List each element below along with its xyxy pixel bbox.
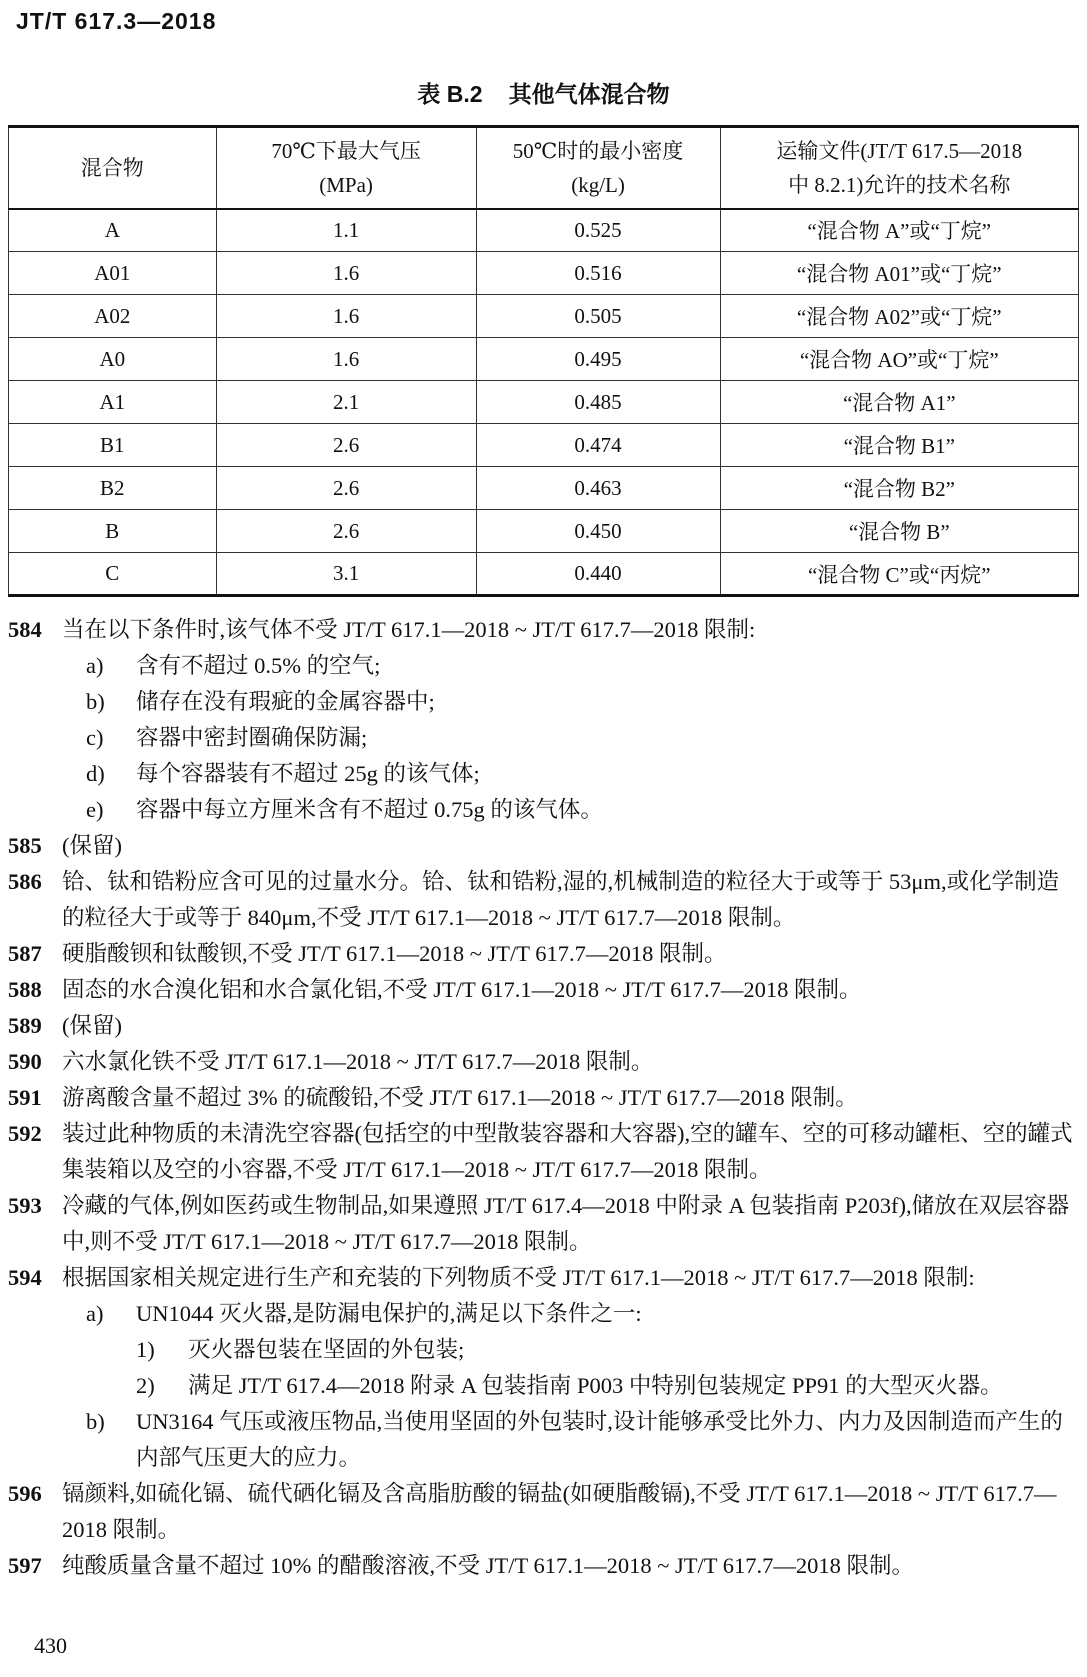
cell-mixture: A0 (9, 338, 217, 381)
item-number: 590 (8, 1049, 42, 1074)
paragraph-item-591 (0, 1080, 1081, 1116)
cell-mixture: C (9, 553, 217, 596)
cell-density: 0.450 (476, 510, 720, 553)
cell-pressure: 3.1 (216, 553, 476, 596)
item-text: 镉颜料,如硫化镉、硫代硒化镉及含高脂肪酸的镉盐(如硬脂酸镉),不受 JT/T 617.1—2018 ~ JT/T 617.7—2018 限制。 (62, 1481, 1057, 1542)
column-header-line: (kg/L) (571, 172, 625, 197)
sub-item-text: 每个容器装有不超过 25g 的该气体; (136, 761, 480, 786)
paragraph-item-589 (0, 1008, 1081, 1044)
cell-tech-name: “混合物 A”或“丁烷” (720, 209, 1078, 252)
sub-sub-item-marker: 1) (136, 1337, 155, 1362)
sub-item-marker: b) (86, 689, 105, 714)
cell-density: 0.495 (476, 338, 720, 381)
cell-density: 0.505 (476, 295, 720, 338)
cell-density: 0.463 (476, 467, 720, 510)
column-header-min-density (476, 127, 720, 209)
paragraph-item-587 (0, 936, 1081, 972)
item-text: 冷藏的气体,例如医药或生物制品,如果遵照 JT/T 617.4—2018 中附录 A 包装指南 P203f),储放在双层容器中,则不受 JT/T 617.1—2018 ~ JT/T 617.7—2018 限制。 (62, 1193, 1070, 1254)
item-number: 586 (8, 869, 42, 894)
paragraph-item-596 (0, 1476, 1081, 1548)
cell-pressure: 1.1 (216, 209, 476, 252)
item-number: 588 (8, 977, 42, 1002)
gas-mixtures-table (8, 125, 1079, 597)
sub-item-594-a (0, 1296, 1081, 1332)
sub-item-584-e (0, 792, 1081, 828)
column-header-line: 运输文件(JT/T 617.5—2018 (776, 138, 1023, 163)
cell-density: 0.516 (476, 252, 720, 295)
cell-pressure: 1.6 (216, 338, 476, 381)
sub-item-marker: d) (86, 761, 105, 786)
column-header-mixture (9, 127, 217, 209)
sub-item-text: UN3164 气压或液压物品,当使用坚固的外包装时,设计能够承受比外力、内力及因制造而产生的内部气压更大的应力。 (136, 1409, 1063, 1470)
item-text: 装过此种物质的未清洗空容器(包括空的中型散装容器和大容器),空的罐车、空的可移动罐柜、空的罐式集装箱以及空的小容器,不受 JT/T 617.1—2018 ~ JT/T 617.7—2018 限制。 (62, 1121, 1073, 1182)
item-number: 594 (8, 1265, 42, 1290)
cell-mixture: B (9, 510, 217, 553)
cell-mixture: A1 (9, 381, 217, 424)
sub-sub-item-marker: 2) (136, 1373, 155, 1398)
item-number: 593 (8, 1193, 42, 1218)
item-number: 585 (8, 833, 42, 858)
column-header-line: (MPa) (319, 172, 373, 197)
item-text: 根据国家相关规定进行生产和充装的下列物质不受 JT/T 617.1—2018 ~ JT/T 617.7—2018 限制: (62, 1265, 975, 1290)
paragraph-item-594 (0, 1260, 1081, 1296)
cell-tech-name: “混合物 AO”或“丁烷” (720, 338, 1078, 381)
cell-tech-name: “混合物 C”或“丙烷” (720, 553, 1078, 596)
item-text: (保留) (62, 1013, 122, 1038)
column-header-line: 混合物 (80, 155, 144, 180)
sub-item-584-b (0, 684, 1081, 720)
column-header-line: 70℃下最大气压 (271, 138, 421, 163)
cell-pressure: 2.1 (216, 381, 476, 424)
table-row (9, 338, 1079, 381)
cell-density: 0.525 (476, 209, 720, 252)
cell-tech-name: “混合物 B2” (720, 467, 1078, 510)
cell-pressure: 2.6 (216, 510, 476, 553)
cell-mixture: A02 (9, 295, 217, 338)
sub-sub-item-text: 满足 JT/T 617.4—2018 附录 A 包装指南 P003 中特别包装规定 PP91 的大型灭火器。 (188, 1373, 1003, 1398)
cell-pressure: 2.6 (216, 467, 476, 510)
table-row (9, 553, 1079, 596)
cell-pressure: 1.6 (216, 252, 476, 295)
sub-item-584-d (0, 756, 1081, 792)
cell-density: 0.440 (476, 553, 720, 596)
sub-sub-item-594-a-2 (0, 1368, 1081, 1404)
item-text: (保留) (62, 833, 122, 858)
column-header-max-pressure (216, 127, 476, 209)
sub-item-marker: e) (86, 797, 104, 822)
page-number: 430 (34, 1633, 67, 1658)
table-row (9, 209, 1079, 252)
item-number: 597 (8, 1553, 42, 1578)
cell-mixture: A01 (9, 252, 217, 295)
sub-sub-item-text: 灭火器包装在坚固的外包装; (188, 1337, 465, 1362)
cell-tech-name: “混合物 A1” (720, 381, 1078, 424)
item-text: 游离酸含量不超过 3% 的硫酸铅,不受 JT/T 617.1—2018 ~ JT/T 617.7—2018 限制。 (62, 1085, 858, 1110)
column-header-line: 50℃时的最小密度 (512, 138, 684, 163)
item-text: 纯酸质量含量不超过 10% 的醋酸溶液,不受 JT/T 617.1—2018 ~ JT/T 617.7—2018 限制。 (62, 1553, 914, 1578)
item-text: 六水氯化铁不受 JT/T 617.1—2018 ~ JT/T 617.7—2018 限制。 (62, 1049, 654, 1074)
sub-item-text: 储存在没有瑕疵的金属容器中; (136, 689, 435, 714)
item-number: 589 (8, 1013, 42, 1038)
table-row (9, 295, 1079, 338)
sub-item-marker: a) (86, 653, 104, 678)
cell-mixture: A (9, 209, 217, 252)
cell-pressure: 2.6 (216, 424, 476, 467)
item-text: 硬脂酸钡和钛酸钡,不受 JT/T 617.1—2018 ~ JT/T 617.7—2018 限制。 (62, 941, 727, 966)
table-row (9, 467, 1079, 510)
table-title-text: 其他气体混合物 (508, 81, 670, 107)
column-header-transport-doc-name (720, 127, 1078, 209)
sub-item-text: 含有不超过 0.5% 的空气; (136, 653, 381, 678)
sub-item-text: 容器中每立方厘米含有不超过 0.75g 的该气体。 (136, 797, 603, 822)
cell-tech-name: “混合物 B1” (720, 424, 1078, 467)
cell-tech-name: “混合物 A01”或“丁烷” (720, 252, 1078, 295)
paragraph-item-586 (0, 864, 1081, 936)
cell-pressure: 1.6 (216, 295, 476, 338)
sub-item-584-a (0, 648, 1081, 684)
item-number: 584 (8, 617, 42, 642)
table-row (9, 424, 1079, 467)
item-number: 592 (8, 1121, 42, 1146)
table-header-row (9, 127, 1079, 209)
sub-item-marker: c) (86, 725, 104, 750)
paragraph-item-592 (0, 1116, 1081, 1188)
paragraph-item-590 (0, 1044, 1081, 1080)
paragraph-item-584 (0, 612, 1081, 648)
cell-density: 0.485 (476, 381, 720, 424)
table-row (9, 381, 1079, 424)
sub-item-594-b (0, 1404, 1081, 1476)
cell-mixture: B1 (9, 424, 217, 467)
item-number: 596 (8, 1481, 42, 1506)
sub-item-584-c (0, 720, 1081, 756)
table-title (0, 76, 1087, 109)
item-text: 铪、钛和锆粉应含可见的过量水分。铪、钛和锆粉,湿的,机械制造的粒径大于或等于 53μm,或化学制造的粒径大于或等于 840μm,不受 JT/T 617.1—2018 ~ JT/T 617.7—2018 限制。 (62, 869, 1060, 930)
item-number: 591 (8, 1085, 42, 1110)
item-text: 固态的水合溴化铝和水合氯化铝,不受 JT/T 617.1—2018 ~ JT/T 617.7—2018 限制。 (62, 977, 862, 1002)
table-title-label: 表 B.2 (417, 81, 483, 107)
table-row (9, 510, 1079, 553)
paragraph-item-593 (0, 1188, 1081, 1260)
table-row (9, 252, 1079, 295)
sub-item-marker: a) (86, 1301, 104, 1326)
sub-item-text: UN1044 灭火器,是防漏电保护的,满足以下条件之一: (136, 1301, 642, 1326)
column-header-line: 中 8.2.1)允许的技术名称 (788, 172, 1011, 197)
cell-mixture: B2 (9, 467, 217, 510)
item-number: 587 (8, 941, 42, 966)
paragraph-item-588 (0, 972, 1081, 1008)
paragraph-item-585 (0, 828, 1081, 864)
item-text: 当在以下条件时,该气体不受 JT/T 617.1—2018 ~ JT/T 617.7—2018 限制: (62, 617, 756, 642)
cell-density: 0.474 (476, 424, 720, 467)
sub-item-text: 容器中密封圈确保防漏; (136, 725, 368, 750)
provisions-text-body (0, 612, 1081, 1584)
cell-tech-name: “混合物 A02”或“丁烷” (720, 295, 1078, 338)
cell-tech-name: “混合物 B” (720, 510, 1078, 553)
standard-number-header: JT/T 617.3—2018 (16, 8, 217, 34)
paragraph-item-597 (0, 1548, 1081, 1584)
sub-sub-item-594-a-1 (0, 1332, 1081, 1368)
sub-item-marker: b) (86, 1409, 105, 1434)
